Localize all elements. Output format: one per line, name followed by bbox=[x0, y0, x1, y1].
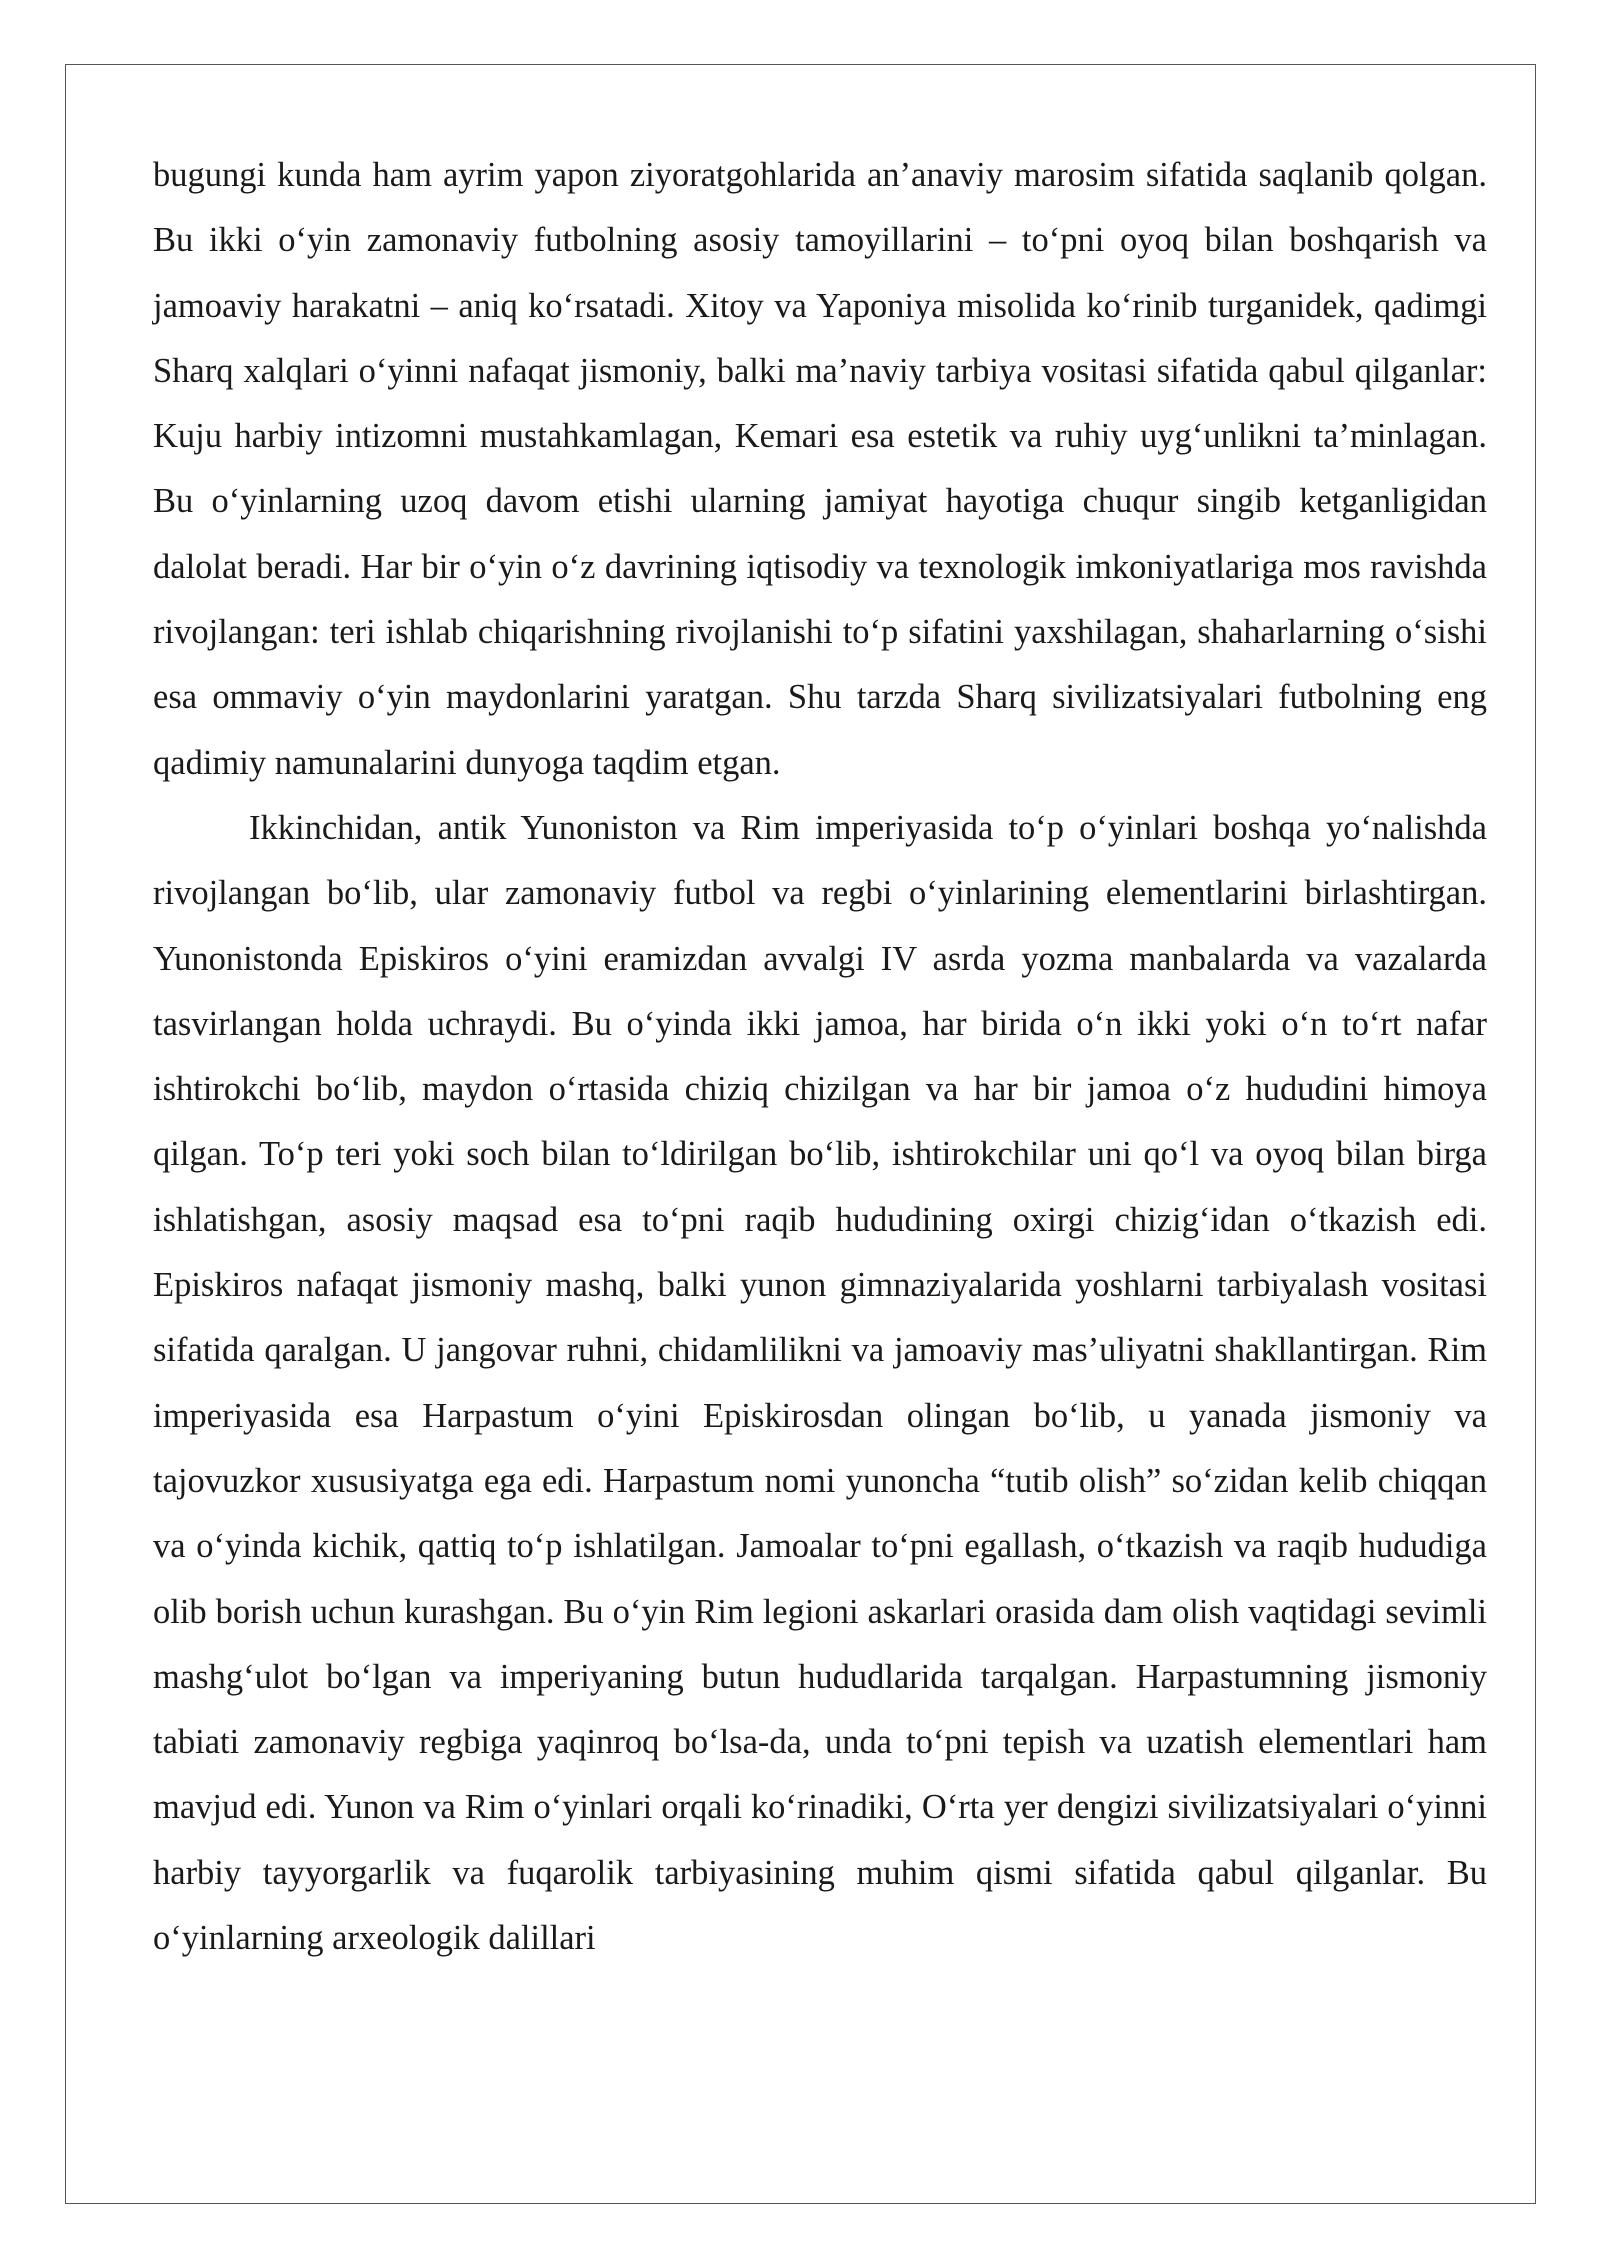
paragraph-1: bugungi kunda ham ayrim yapon ziyoratgohlarida an’anaviy marosim sifatida saqlanib qolgan. Bu ikki o‘yin zamonaviy futbolning asosiy tamoyillarini – to‘pni oyoq bilan boshqarish va jamoaviy harakatni – aniq ko‘rsatadi. Xitoy va Yaponiya misolida ko‘rinib turganidek, qadimgi Sharq xalqlari o‘yinni nafaqat jismoniy, balki ma’naviy tarbiya vositasi sifatida qabul qilganlar: Kuju harbiy intizomni mustahkamlagan, Kemari esa estetik va ruhiy uyg‘unlikni ta’minlagan. Bu o‘yinlarning uzoq davom etishi ularning jamiyat hayotiga chuqur singib ketganligidan dalolat beradi. Har bir o‘yin o‘z davrining iqtisodiy va texnologik imkoniyatlariga mos ravishda rivojlangan: teri ishlab chiqarishning rivojlanishi to‘p sifatini yaxshilagan, shaharlarning o‘sishi esa ommaviy o‘yin maydonlarini yaratgan. Shu tarzda Sharq sivilizatsiyalari futbolning eng qadimiy namunalarini dunyoga taqdim etgan. bbox=[153, 156, 1487, 782]
paragraph-2: Ikkinchidan, antik Yunoniston va Rim imperiyasida to‘p o‘yinlari boshqa yo‘nalishda rivojlangan bo‘lib, ular zamonaviy futbol va regbi o‘yinlarining elementlarini birlashtirgan. Yunonistonda Episkiros o‘yini eramizdan avvalgi IV asrda yozma manbalarda va vazalarda tasvirlangan holda uchraydi. Bu o‘yinda ikki jamoa, har birida o‘n ikki yoki o‘n to‘rt nafar ishtirokchi bo‘lib, maydon o‘rtasida chiziq chizilgan va har bir jamoa o‘z hududini himoya qilgan. To‘p teri yoki soch bilan to‘ldirilgan bo‘lib, ishtirokchilar uni qo‘l va oyoq bilan birga ishlatishgan, asosiy maqsad esa to‘pni raqib hududining oxirgi chizig‘idan o‘tkazish edi. Episkiros nafaqat jismoniy mashq, balki yunon gimnaziyalarida yoshlarni tarbiyalash vositasi sifatida qaralgan. U jangovar ruhni, chidamlilikni va jamoaviy mas’uliyatni shakllantirgan. Rim imperiyasida esa Harpastum o‘yini Episkirosdan olingan bo‘lib, u yanada jismoniy va tajovuzkor xususiyatga ega edi. Harpastum nomi yunoncha “tutib olish” so‘zidan kelib chiqqan va o‘yinda kichik, qattiq to‘p ishlatilgan. Jamoalar to‘pni egallash, o‘tkazish va raqib hududiga olib borish uchun kurashgan. Bu o‘yin Rim legioni askarlari orasida dam olish vaqtidagi sevimli mashg‘ulot bo‘lgan va imperiyaning butun hududlarida tarqalgan. Harpastumning jismoniy tabiati zamonaviy regbiga yaqinroq bo‘lsa-da, unda to‘pni tepish va uzatish elementlari ham mavjud edi. Yunon va Rim o‘yinlari orqali ko‘rinadiki, O‘rta yer dengizi sivilizatsiyalari o‘yinni harbiy tayyorgarlik va fuqarolik tarbiyasining muhim qismi sifatida qabul qilganlar. Bu o‘yinlarning arxeologik dalillari bbox=[153, 808, 1487, 1958]
document-body bbox=[153, 143, 1487, 1971]
